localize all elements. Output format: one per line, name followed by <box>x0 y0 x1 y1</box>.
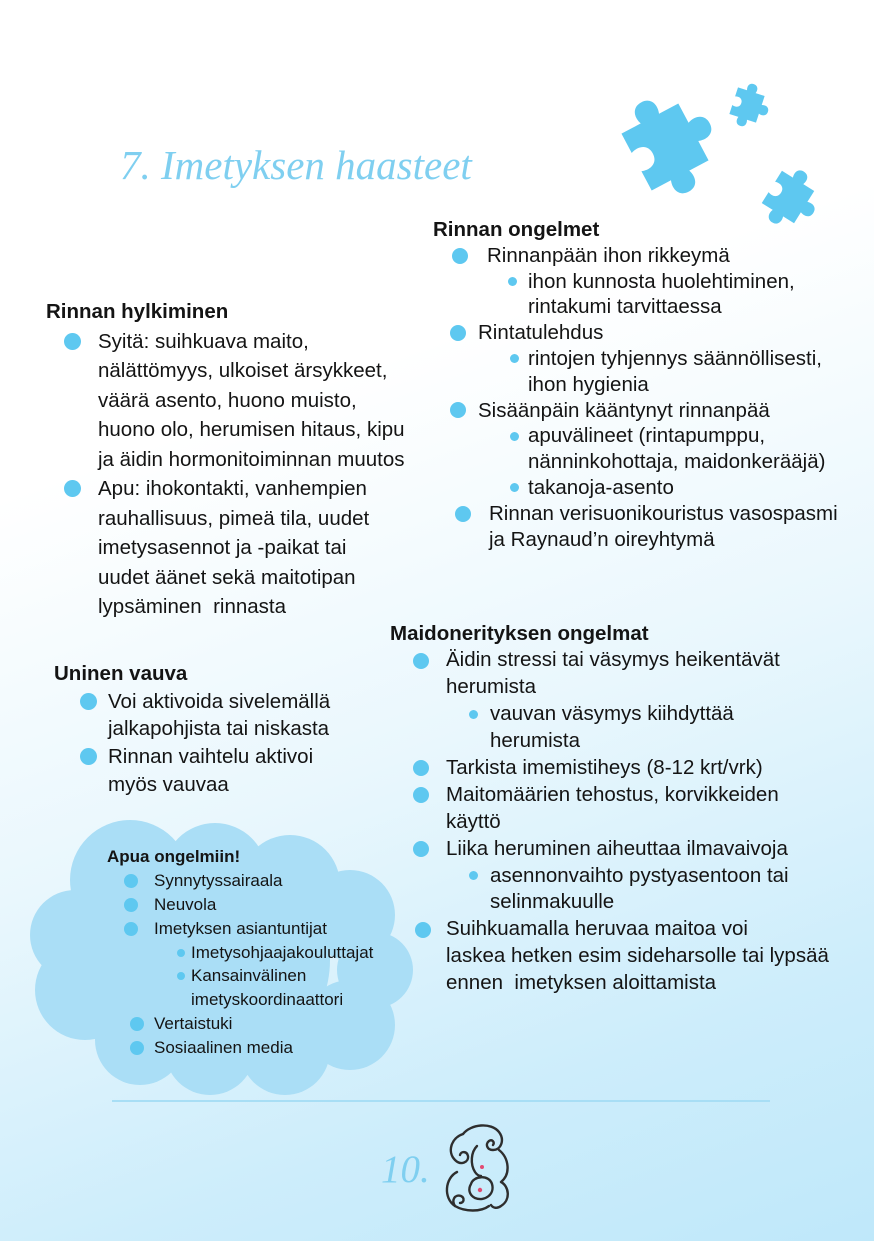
item-text: jalkapohjista tai niskasta <box>108 717 330 741</box>
item-text: ja äidin hormonitoiminnan muutos <box>98 447 405 471</box>
list-item <box>54 688 330 743</box>
item-text: apuvälineet (rintapumppu, <box>528 424 766 448</box>
item-text: Imetysohjaajakouluttajat <box>191 942 374 962</box>
item-text: lypsäminen rinnasta <box>98 595 287 618</box>
list-item <box>433 320 838 346</box>
item-text: Sosiaalinen media <box>154 1038 293 1058</box>
puzzle-piece-icon <box>613 79 734 207</box>
item-text: rintakumi tarvittaessa <box>528 295 722 319</box>
bullet-icon <box>510 354 519 363</box>
item-text: herumista <box>446 675 537 699</box>
page-title: 7. Imetyksen haasteet <box>120 142 472 188</box>
sub-list-item <box>433 423 838 475</box>
item-text: nänninkohottaja, maidonkerääjä) <box>528 450 826 474</box>
bullet-icon <box>124 874 138 888</box>
bullet-icon <box>413 653 429 669</box>
list-item <box>390 755 829 782</box>
sub-list-item <box>433 346 838 398</box>
list-item <box>107 917 373 941</box>
sub-list-item <box>107 964 373 1012</box>
section-heading: Uninen vauva <box>54 662 188 685</box>
bullet-icon <box>450 325 466 341</box>
item-text: huono olo, herumisen hitaus, kipu <box>98 418 405 441</box>
sub-list-item <box>433 269 838 321</box>
item-text: myös vauvaa <box>108 772 229 796</box>
list-item <box>46 474 405 622</box>
item-text: nälättömyys, ulkoiset ärsykkeet, <box>98 359 388 382</box>
item-text: Rinnan vaihtelu aktivoi <box>108 745 314 769</box>
list-item <box>390 836 829 863</box>
item-text: Maitomäärien tehostus, korvikkeiden <box>446 782 779 806</box>
item-text: asennonvaihto pystyasentoon tai <box>490 863 789 887</box>
item-text: Imetyksen asiantuntijat <box>154 918 327 938</box>
item-text: Sisäänpäin kääntynyt rinnanpää <box>478 398 770 422</box>
bullet-icon <box>469 871 478 880</box>
item-text: Rinnanpään ihon rikkeymä <box>487 243 730 267</box>
list-item <box>46 327 405 475</box>
section-rinnan-hylkiminen <box>46 297 405 622</box>
list-item <box>107 869 373 893</box>
bullet-icon <box>177 949 185 957</box>
bullet-icon <box>510 432 519 441</box>
list-item <box>390 916 829 997</box>
item-text: uudet äänet sekä maitotipan <box>98 565 356 589</box>
item-text: Rinnan verisuonikouristus vasospasmi <box>489 501 838 525</box>
list-item <box>390 782 829 836</box>
page-number: 10. <box>381 1148 430 1191</box>
section-heading: Rinnan ongelmet <box>433 218 600 241</box>
section-heading: Rinnan hylkiminen <box>46 300 229 323</box>
item-text: ihon hygienia <box>528 372 649 396</box>
mother-and-baby-logo <box>435 1120 515 1215</box>
sub-list-item <box>107 941 373 965</box>
divider <box>112 1100 770 1102</box>
item-text: Neuvola <box>154 894 217 914</box>
bullet-icon <box>469 710 478 719</box>
item-text: käyttö <box>446 809 501 833</box>
item-text: takanoja-asento <box>528 475 674 499</box>
item-text: Syitä: suihkuava maito, <box>98 329 309 353</box>
section-rinnan-ongelmet <box>433 217 838 552</box>
item-text: Apu: ihokontakti, vanhempien <box>98 477 367 500</box>
section-heading: Apua ongelmiin! <box>107 847 241 866</box>
bullet-icon <box>177 972 185 980</box>
item-text: laskea hetken esim sideharsolle tai lypsää <box>446 944 829 968</box>
item-text: imetyskoordinaattori <box>191 990 344 1010</box>
sub-list-item <box>390 701 829 755</box>
sub-list-item <box>390 863 829 917</box>
section-maidonerityksen-ongelmat <box>390 621 829 997</box>
bullet-icon <box>452 248 468 264</box>
bullet-icon <box>130 1017 144 1031</box>
item-text: Tarkista imemistiheys (8-12 krt/vrk) <box>446 755 763 779</box>
item-text: selinmakuulle <box>490 890 615 914</box>
item-text: ennen imetyksen aloittamista <box>446 971 717 995</box>
item-text: Rintatulehdus <box>478 321 604 345</box>
section-heading: Maidonerityksen ongelmat <box>390 621 649 645</box>
section-uninen-vauva <box>54 660 330 798</box>
bullet-icon <box>64 333 81 350</box>
bullet-icon <box>510 483 519 492</box>
bullet-icon <box>508 277 517 286</box>
bullet-icon <box>80 693 97 710</box>
sub-list-item <box>433 475 838 501</box>
list-item <box>390 647 829 701</box>
list-item <box>433 398 838 424</box>
puzzle-pieces <box>600 75 830 240</box>
bullet-icon <box>64 480 81 497</box>
item-text: väärä asento, huono muisto, <box>98 388 357 412</box>
bullet-icon <box>413 760 429 776</box>
bullet-icon <box>124 922 138 936</box>
item-text: rintojen tyhjennys säännöllisesti, <box>528 346 822 370</box>
item-text: Äidin stressi tai väsymys heikentävät <box>446 648 780 672</box>
list-item <box>54 743 330 798</box>
list-item <box>107 1012 373 1036</box>
list-item <box>433 243 838 269</box>
item-text: Synnytyssairaala <box>154 870 283 890</box>
item-text: imetysasennot ja -paikat tai <box>98 536 347 559</box>
item-text: ja Raynaud’n oireyhtymä <box>489 527 715 551</box>
item-text: Voi aktivoida sivelemällä <box>108 689 331 713</box>
item-text: Vertaistuki <box>154 1014 233 1034</box>
list-item <box>107 1036 373 1060</box>
bullet-icon <box>80 748 97 765</box>
item-text: Liika heruminen aiheuttaa ilmavaivoja <box>446 836 788 860</box>
list-item <box>433 501 838 553</box>
item-text: Kansainvälinen <box>191 966 307 986</box>
list-item <box>107 893 373 917</box>
item-text: herumista <box>490 729 581 753</box>
bullet-icon <box>455 506 471 522</box>
bullet-icon <box>450 402 466 418</box>
item-text: vauvan väsymys kiihdyttää <box>490 702 734 726</box>
item-text: rauhallisuus, pimeä tila, uudet <box>98 506 370 530</box>
item-text: Suihkuamalla heruvaa maitoa voi <box>446 917 748 941</box>
item-text: ihon kunnosta huolehtiminen, <box>528 269 795 293</box>
puzzle-piece-icon <box>727 80 775 133</box>
bullet-icon <box>130 1041 144 1055</box>
bullet-icon <box>124 898 138 912</box>
section-apua-ongelmiin <box>107 845 373 1060</box>
